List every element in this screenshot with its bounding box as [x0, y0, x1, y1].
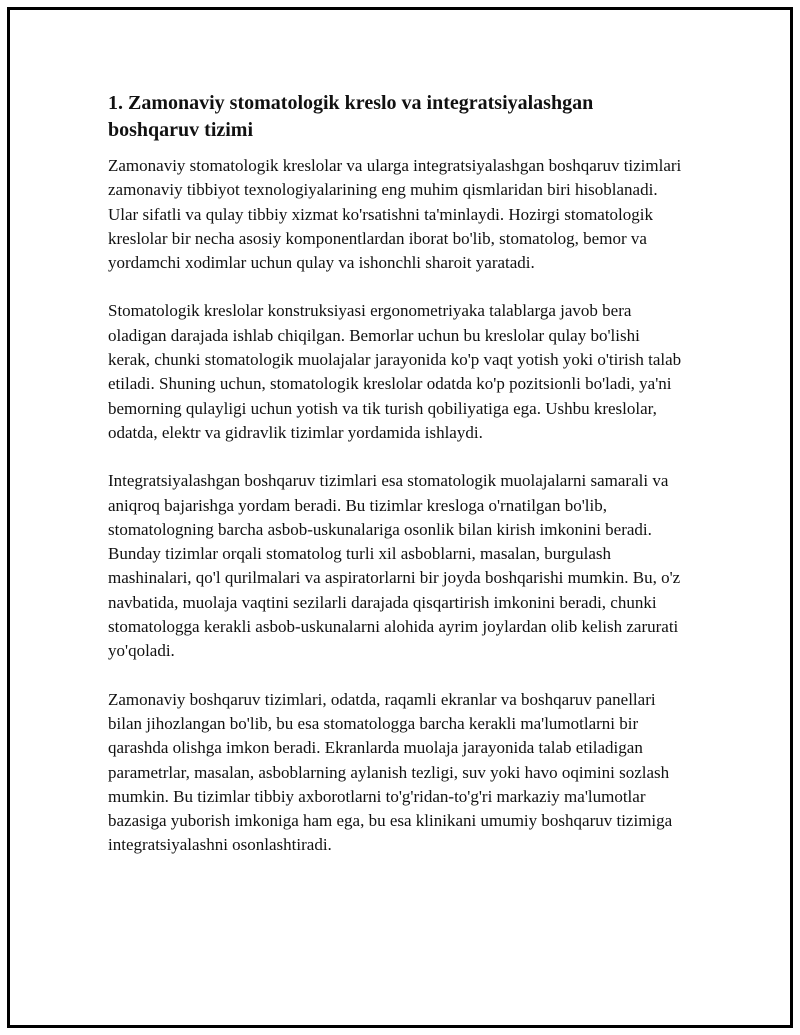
- paragraph-3: Integratsiyalashgan boshqaruv tizimlari esa stomatologik muolajalarni samarali va aniqroq bajarishga yordam beradi. Bu tizimlar kresloga o'rnatilgan bo'lib, stomatologning barcha asbob-uskunalariga osonlik bilan kirish imkonini beradi. Bunday tizimlar orqali stomatolog turli xil asboblarni, masalan, burgulash mashinalari, qo'l qurilmalari va aspiratorlarni bir joyda boshqarishi mumkin. Bu, o'z navbatida, muolaja vaqtini sezilarli darajada qisqartirish imkonini beradi, chunki stomatologga kerakli asbob-uskunalarni alohida ayrim joylardan olib kelish zarurati yo'qoladi.: [108, 471, 681, 661]
- document-body: [108, 90, 686, 882]
- section-heading: 1. Zamonaviy stomatologik kreslo va integratsiyalashgan boshqaruv tizimi: [108, 92, 594, 141]
- paragraph-1: Zamonaviy stomatologik kreslolar va ularga integratsiyalashgan boshqaruv tizimlari zamonaviy tibbiyot texnologiyalarining eng muhim qismlaridan biri hisoblanadi. Ular sifatli va qulay tibbiy xizmat ko'rsatishni ta'minlaydi. Hozirgi stomatologik kreslolar bir necha asosiy komponentlardan iborat bo'lib, stomatolog, bemor va yordamchi xodimlar uchun qulay va ishonchli sharoit yaratadi.: [108, 156, 682, 273]
- paragraph-4: Zamonaviy boshqaruv tizimlari, odatda, raqamli ekranlar va boshqaruv panellari bilan jihozlangan bo'lib, bu esa stomatologga barcha kerakli ma'lumotlarni bir qarashda olishga imkon beradi. Ekranlarda muolaja jarayonida talab etiladigan parametrlar, masalan, asboblarning aylanish tezligi, suv yoki havo oqimini sozlash mumkin. Bu tizimlar tibbiy axborotlarni to'g'ridan-to'g'ri markaziy ma'lumotlar bazasiga yuborish imkoniga ham ega, bu esa klinikani umumiy boshqaruv tizimiga integratsiyalashni osonlashtiradi.: [108, 689, 673, 855]
- paragraph-2: Stomatologik kreslolar konstruksiyasi ergonometriyaka talablarga javob bera oladigan darajada ishlab chiqilgan. Bemorlar uchun bu kreslolar qulay bo'lishi kerak, chunki stomatologik muolajalar jarayonida ko'p vaqt yotish yoki o'tirish talab etiladi. Shuning uchun, stomatologik kreslolar odatda ko'p pozitsionli bo'ladi, ya'ni bemorning qulayligi uchun yotish va tik turish qobiliyatiga ega. Ushbu kreslolar, odatda, elektr va gidravlik tizimlar yordamida ishlaydi.: [108, 301, 682, 442]
